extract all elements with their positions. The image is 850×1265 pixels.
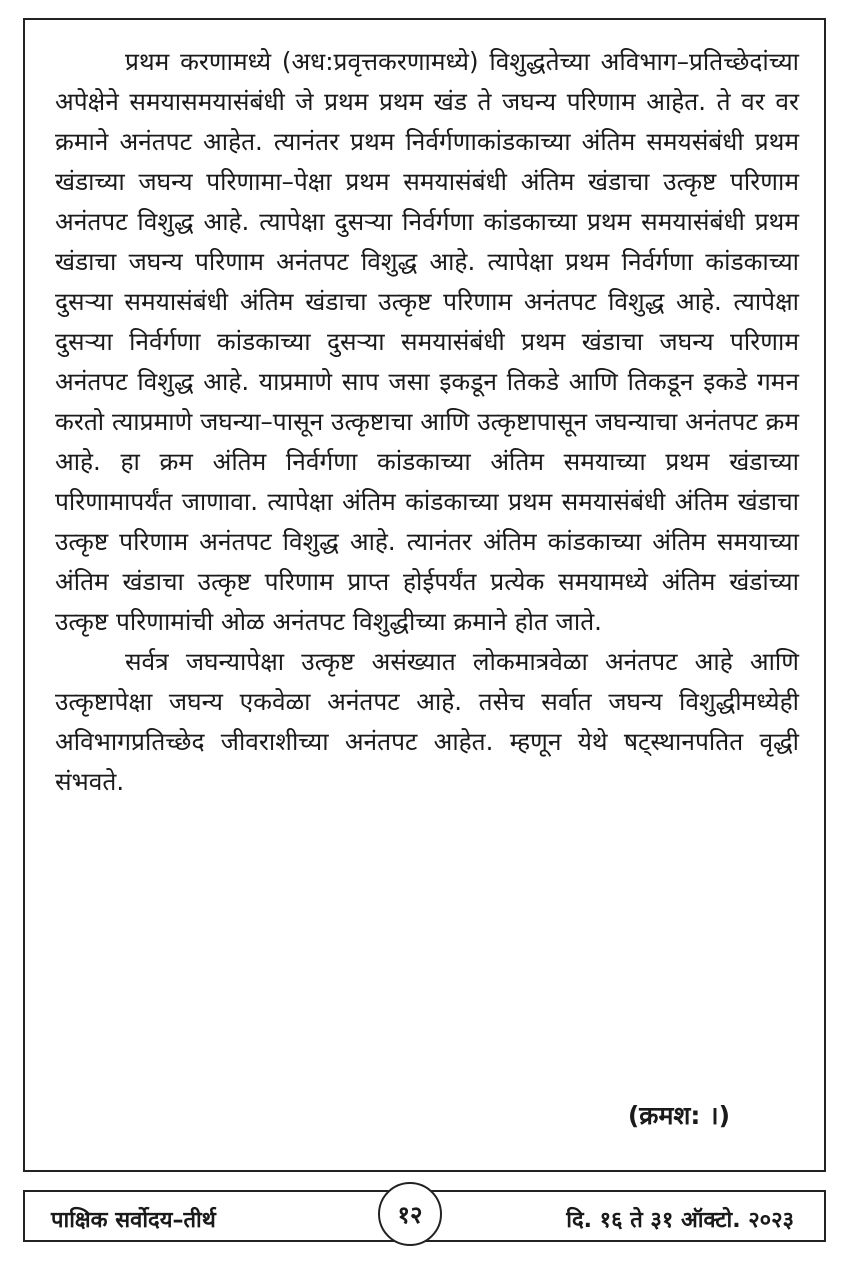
page-number: १२ xyxy=(378,1182,442,1246)
issue-date: दि. १६ ते ३१ ऑक्टो. २०२३ xyxy=(566,1208,794,1233)
continued-note: (क्रमश: ।) xyxy=(627,1101,730,1130)
paragraph-1: प्रथम करणामध्ये (अध:प्रवृत्तकरणामध्ये) विशुद्धतेच्या अविभाग–प्रतिच्छेदांच्या अपेक्षेने समयासमयासंबंधी जे प्रथम प्रथम खंड ते जघन्य परिणाम आहेत. ते वर वर क्रमाने अनंतपट आहेत. त्यानंतर प्रथम निर्वर्गणाकांडकाच्या अंतिम समयसंबंधी प्रथम खंडाच्या जघन्य परिणामा–पेक्षा प्रथम समयासंबंधी अंतिम खंडाचा उत्कृष्ट परिणाम अनंतपट विशुद्ध आहे. त्यापेक्षा दुसऱ्या निर्वर्गणा कांडकाच्या प्रथम समयासंबंधी प्रथम खंडाचा जघन्य परिणाम अनंतपट विशुद्ध आहे. त्यापेक्षा प्रथम निर्वर्गणा कांडकाच्या दुसऱ्या समयासंबंधी अंतिम खंडाचा उत्कृष्ट परिणाम अनंतपट विशुद्ध आहे. त्यापेक्षा दुसऱ्या निर्वर्गणा कांडकाच्या दुसऱ्या समयासंबंधी प्रथम खंडाचा जघन्य परिणाम अनंतपट विशुद्ध आहे. याप्रमाणे साप जसा इकडून तिकडे आणि तिकडून इकडे गमन करतो त्याप्रमाणे जघन्या–पासून उत्कृष्टाचा आणि उत्कृष्टापासून जघन्याचा अनंतपट क्रम आहे. हा क्रम अंतिम निर्वर्गणा कांडकाच्या अंतिम समयाच्या प्रथम खंडाच्या परिणामापर्यंत जाणावा. त्यापेक्षा अंतिम कांडकाच्या प्रथम समयासंबंधी अंतिम खंडाचा उत्कृष्ट परिणाम अनंतपट विशुद्ध आहे. त्यानंतर अंतिम कांडकाच्या अंतिम समयाच्या अंतिम खंडाचा उत्कृष्ट परिणाम प्राप्त होईपर्यंत प्रत्येक समयामध्ये अंतिम खंडांच्या उत्कृष्ट परिणामांची ओळ अनंतपट विशुद्धीच्या क्रमाने होत जाते. xyxy=(55,47,799,636)
content-frame xyxy=(23,18,826,1172)
paragraph-2: सर्वत्र जघन्यापेक्षा उत्कृष्ट असंख्यात लोकमात्रवेळा अनंतपट आहे आणि उत्कृष्टापेक्षा जघन्य एकवेळा अनंतपट आहे. तसेच सर्वात जघन्य विशुद्धीमध्येही अविभागप्रतिच्छेद जीवराशीच्या अनंतपट आहेत. म्हणून येथे षट्स्थानपतित वृद्धी संभवते. xyxy=(55,647,799,796)
publication-name: पाक्षिक सर्वोदय–तीर्थ xyxy=(51,1208,216,1233)
article-body xyxy=(55,42,799,802)
